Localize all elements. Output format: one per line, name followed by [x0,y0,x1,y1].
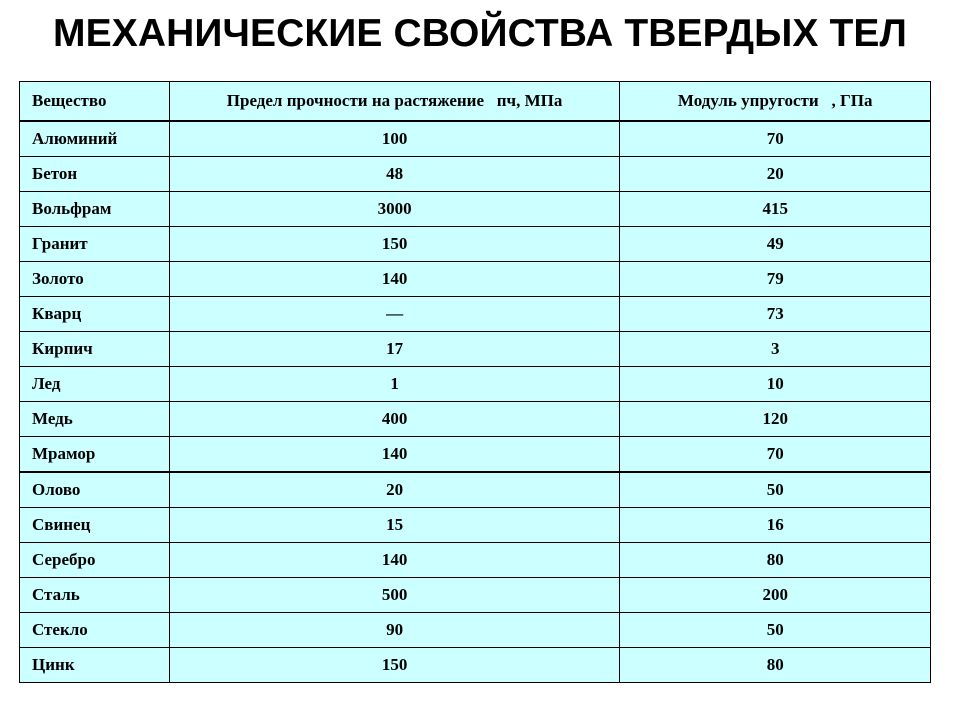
cell-substance: Гранит [20,227,170,262]
table-row [20,227,931,262]
cell-tensile-strength: 100 [169,121,620,157]
table-row [20,402,931,437]
cell-tensile-strength: 3000 [169,192,620,227]
table-row [20,262,931,297]
header-elastic-modulus: Модуль упругости , ГПа [620,82,931,122]
cell-elastic-modulus: 120 [620,402,931,437]
cell-elastic-modulus: 20 [620,157,931,192]
properties-table [19,81,931,683]
cell-tensile-strength: 90 [169,613,620,648]
cell-elastic-modulus: 16 [620,508,931,543]
table-row [20,367,931,402]
table-row [20,472,931,508]
table-row [20,543,931,578]
cell-substance: Цинк [20,648,170,683]
cell-elastic-modulus: 70 [620,121,931,157]
cell-elastic-modulus: 80 [620,543,931,578]
cell-substance: Медь [20,402,170,437]
cell-elastic-modulus: 70 [620,437,931,473]
table-row [20,297,931,332]
cell-elastic-modulus: 79 [620,262,931,297]
header-tensile-strength: Предел прочности на растяжение пч, МПа [169,82,620,122]
cell-substance: Бетон [20,157,170,192]
cell-elastic-modulus: 10 [620,367,931,402]
page-title: МЕХАНИЧЕСКИЕ СВОЙСТВА ТВЕРДЫХ ТЕЛ [53,12,907,55]
cell-tensile-strength: 1 [169,367,620,402]
table-row [20,578,931,613]
table-row [20,192,931,227]
cell-elastic-modulus: 3 [620,332,931,367]
cell-tensile-strength: 140 [169,437,620,473]
cell-tensile-strength: — [169,297,620,332]
cell-tensile-strength: 48 [169,157,620,192]
table-row [20,437,931,473]
cell-elastic-modulus: 200 [620,578,931,613]
cell-substance: Стекло [20,613,170,648]
cell-elastic-modulus: 73 [620,297,931,332]
cell-substance: Вольфрам [20,192,170,227]
cell-tensile-strength: 140 [169,262,620,297]
header-substance: Вещество [20,82,170,122]
table-row [20,121,931,157]
cell-elastic-modulus: 50 [620,613,931,648]
table-row [20,332,931,367]
cell-substance: Алюминий [20,121,170,157]
cell-substance: Золото [20,262,170,297]
cell-tensile-strength: 15 [169,508,620,543]
cell-elastic-modulus: 49 [620,227,931,262]
table-row [20,648,931,683]
cell-substance: Кварц [20,297,170,332]
cell-substance: Свинец [20,508,170,543]
cell-elastic-modulus: 415 [620,192,931,227]
table-row [20,613,931,648]
cell-tensile-strength: 20 [169,472,620,508]
cell-tensile-strength: 400 [169,402,620,437]
cell-substance: Кирпич [20,332,170,367]
cell-tensile-strength: 140 [169,543,620,578]
cell-tensile-strength: 500 [169,578,620,613]
table-header-row [20,82,931,122]
table-row [20,157,931,192]
cell-elastic-modulus: 50 [620,472,931,508]
cell-substance: Серебро [20,543,170,578]
cell-substance: Лед [20,367,170,402]
cell-substance: Олово [20,472,170,508]
cell-substance: Сталь [20,578,170,613]
cell-elastic-modulus: 80 [620,648,931,683]
cell-tensile-strength: 17 [169,332,620,367]
cell-tensile-strength: 150 [169,648,620,683]
cell-substance: Мрамор [20,437,170,473]
cell-tensile-strength: 150 [169,227,620,262]
table-row [20,508,931,543]
